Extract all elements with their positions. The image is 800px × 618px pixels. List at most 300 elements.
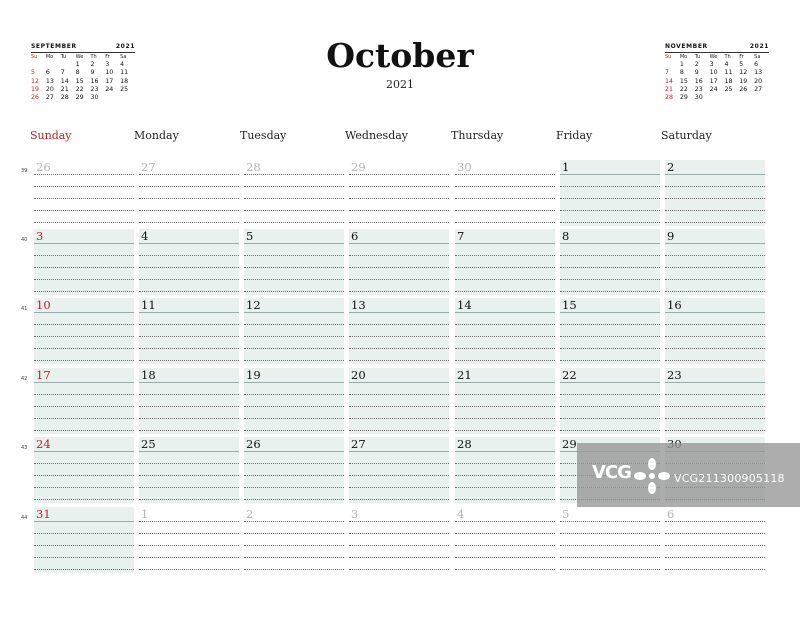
note-line: [244, 487, 344, 488]
note-line: [455, 406, 555, 407]
note-line: [34, 312, 134, 313]
mini-day-name: Tu: [60, 54, 67, 60]
mini-date: 28: [665, 94, 674, 102]
mini-date: 8: [679, 69, 684, 77]
note-line: [139, 198, 239, 199]
mini-date: 7: [60, 69, 65, 77]
mini-date: 12: [739, 69, 748, 77]
mini-day-name: We: [709, 54, 718, 60]
day-cell[interactable]: [34, 160, 134, 226]
note-line: [455, 312, 555, 313]
mini-date: 9: [694, 69, 699, 77]
mini-date: [665, 61, 680, 69]
day-cell[interactable]: [665, 368, 765, 434]
note-line: [139, 186, 239, 187]
mini-week-row: [31, 61, 135, 69]
mini-date: [105, 94, 120, 102]
note-line: [665, 279, 765, 280]
note-line: [455, 267, 555, 268]
mini-day-name: Sa: [754, 54, 761, 60]
note-line: [665, 336, 765, 337]
note-line: [349, 487, 449, 488]
day-cell[interactable]: [560, 298, 660, 364]
note-line: [560, 521, 660, 522]
note-line: [665, 291, 765, 292]
mini-week-row: [31, 69, 135, 77]
note-line: [139, 348, 239, 349]
mini-date: 21: [60, 85, 69, 93]
note-line: [34, 291, 134, 292]
day-number: 23: [667, 368, 682, 382]
day-cell[interactable]: [455, 507, 555, 573]
note-line: [34, 430, 134, 431]
note-line: [244, 186, 344, 187]
mini-date: 29: [75, 94, 84, 102]
year-label: 2021: [386, 78, 414, 91]
note-line: [244, 174, 344, 175]
note-line: [139, 291, 239, 292]
note-line: [34, 243, 134, 244]
mini-date: 3: [709, 61, 714, 69]
mini-year-label: 2021: [749, 43, 769, 50]
day-cell[interactable]: [560, 229, 660, 295]
note-line: [455, 545, 555, 546]
note-line: [349, 348, 449, 349]
day-cell[interactable]: [349, 298, 449, 364]
day-cell[interactable]: [455, 437, 555, 503]
weekday-header-saturday: Saturday: [661, 129, 712, 142]
note-line: [34, 336, 134, 337]
note-line: [34, 521, 134, 522]
note-line: [349, 198, 449, 199]
watermark: [577, 443, 800, 507]
mini-date: 23: [694, 85, 703, 93]
note-line: [139, 406, 239, 407]
day-number: 15: [562, 298, 577, 312]
day-cell[interactable]: [665, 229, 765, 295]
day-cell[interactable]: [34, 298, 134, 364]
day-number: 30: [457, 160, 472, 174]
note-line: [244, 394, 344, 395]
day-cell[interactable]: [34, 368, 134, 434]
note-line: [560, 533, 660, 534]
note-line: [349, 279, 449, 280]
day-cell[interactable]: [560, 160, 660, 226]
note-line: [34, 255, 134, 256]
mini-date: 20: [754, 77, 763, 85]
note-line: [139, 521, 239, 522]
note-line: [349, 430, 449, 431]
mini-date: [31, 61, 46, 69]
mini-date: 16: [90, 77, 99, 85]
mini-week-row: [31, 86, 135, 94]
note-line: [560, 360, 660, 361]
note-line: [244, 475, 344, 476]
mini-date: 13: [754, 69, 763, 77]
note-line: [455, 521, 555, 522]
mini-date: 21: [665, 85, 674, 93]
note-line: [455, 348, 555, 349]
note-line: [665, 382, 765, 383]
note-line: [665, 267, 765, 268]
note-line: [244, 348, 344, 349]
note-line: [349, 499, 449, 500]
mini-date: 8: [75, 69, 80, 77]
note-line: [349, 382, 449, 383]
mini-date: 30: [694, 94, 703, 102]
note-line: [349, 360, 449, 361]
note-line: [244, 545, 344, 546]
mini-date: 1: [679, 61, 684, 69]
note-line: [139, 418, 239, 419]
note-line: [665, 312, 765, 313]
weekday-header-thursday: Thursday: [451, 129, 504, 142]
note-line: [34, 174, 134, 175]
day-cell[interactable]: [455, 160, 555, 226]
note-line: [349, 418, 449, 419]
day-cell[interactable]: [665, 298, 765, 364]
mini-date: 22: [679, 85, 688, 93]
note-line: [139, 312, 239, 313]
mini-day-name: Sa: [120, 54, 127, 60]
mini-date: 17: [105, 77, 114, 85]
note-line: [244, 291, 344, 292]
mini-date: [710, 94, 725, 102]
note-line: [244, 499, 344, 500]
day-number: 18: [141, 368, 156, 382]
note-line: [455, 557, 555, 558]
note-line: [455, 279, 555, 280]
week-number: 39: [21, 168, 28, 174]
day-number: 16: [667, 298, 682, 312]
note-line: [349, 255, 449, 256]
day-cell[interactable]: [349, 160, 449, 226]
day-number: 26: [36, 160, 51, 174]
note-line: [560, 382, 660, 383]
day-number: 27: [141, 160, 156, 174]
note-line: [665, 243, 765, 244]
day-number: 10: [36, 298, 51, 312]
note-line: [560, 418, 660, 419]
mini-date: 15: [679, 77, 688, 85]
day-cell[interactable]: [244, 507, 344, 573]
day-cell[interactable]: [34, 507, 134, 573]
note-line: [349, 324, 449, 325]
note-line: [139, 475, 239, 476]
note-line: [455, 222, 555, 223]
note-line: [455, 360, 555, 361]
note-line: [139, 243, 239, 244]
mini-date: 23: [90, 85, 99, 93]
mini-week-row: [665, 94, 769, 102]
day-number: 20: [351, 368, 366, 382]
note-line: [560, 324, 660, 325]
mini-date: 6: [754, 61, 759, 69]
note-line: [665, 557, 765, 558]
note-line: [560, 186, 660, 187]
note-line: [244, 222, 344, 223]
note-line: [34, 418, 134, 419]
note-line: [349, 210, 449, 211]
mini-date: 10: [105, 69, 114, 77]
note-line: [244, 406, 344, 407]
note-line: [665, 406, 765, 407]
mini-month-label: SEPTEMBER: [31, 43, 77, 50]
note-line: [139, 174, 239, 175]
mini-week-row: [665, 61, 769, 69]
day-number: 7: [457, 229, 465, 243]
day-cell[interactable]: [665, 507, 765, 573]
mini-date: 2: [90, 61, 95, 69]
weekday-header-sunday: Sunday: [30, 129, 72, 142]
mini-date: [754, 94, 769, 102]
note-line: [139, 382, 239, 383]
day-number: 22: [562, 368, 577, 382]
mini-date: 15: [75, 77, 84, 85]
mini-date: 27: [45, 94, 54, 102]
note-line: [560, 545, 660, 546]
note-line: [244, 533, 344, 534]
note-line: [349, 174, 449, 175]
note-line: [34, 394, 134, 395]
note-line: [665, 521, 765, 522]
note-line: [560, 174, 660, 175]
note-line: [349, 394, 449, 395]
mini-calendar-next: [665, 43, 769, 102]
note-line: [455, 487, 555, 488]
note-line: [139, 557, 239, 558]
day-cell[interactable]: [244, 298, 344, 364]
note-line: [560, 210, 660, 211]
mini-date: 14: [665, 77, 674, 85]
day-cell[interactable]: [139, 298, 239, 364]
day-cell[interactable]: [244, 229, 344, 295]
mini-date: 19: [31, 85, 40, 93]
note-line: [665, 533, 765, 534]
day-number: 21: [457, 368, 472, 382]
mini-date: 2: [694, 61, 699, 69]
day-number: 5: [246, 229, 254, 243]
note-line: [244, 382, 344, 383]
day-cell[interactable]: [139, 368, 239, 434]
day-cell[interactable]: [139, 229, 239, 295]
day-cell[interactable]: [244, 437, 344, 503]
weekday-header-wednesday: Wednesday: [345, 129, 409, 142]
week-number: 41: [21, 306, 28, 312]
week-number: 43: [21, 445, 28, 451]
note-line: [560, 569, 660, 570]
note-line: [349, 406, 449, 407]
note-line: [455, 186, 555, 187]
day-number: 13: [351, 298, 366, 312]
note-line: [455, 533, 555, 534]
note-line: [139, 394, 239, 395]
note-line: [34, 210, 134, 211]
day-number: 25: [141, 437, 156, 451]
day-number: 1: [562, 160, 570, 174]
mini-date: 19: [739, 77, 748, 85]
note-line: [665, 360, 765, 361]
note-line: [34, 545, 134, 546]
mini-date: 18: [120, 77, 129, 85]
mini-date: 5: [31, 69, 36, 77]
day-cell[interactable]: [349, 507, 449, 573]
week-number: 44: [21, 515, 28, 521]
note-line: [455, 210, 555, 211]
note-line: [34, 279, 134, 280]
day-number: 2: [667, 160, 675, 174]
note-line: [244, 430, 344, 431]
note-line: [34, 487, 134, 488]
weekday-header-monday: Monday: [134, 129, 179, 142]
mini-week-row: [665, 86, 769, 94]
note-line: [665, 569, 765, 570]
note-line: [349, 336, 449, 337]
note-line: [139, 487, 239, 488]
day-number: 29: [562, 437, 577, 451]
mini-date: 29: [679, 94, 688, 102]
mini-date: 24: [105, 85, 114, 93]
day-cell[interactable]: [139, 507, 239, 573]
note-line: [139, 255, 239, 256]
note-line: [244, 198, 344, 199]
note-line: [34, 451, 134, 452]
mini-day-name: Mo: [679, 54, 688, 60]
note-line: [244, 210, 344, 211]
note-line: [560, 291, 660, 292]
note-line: [349, 267, 449, 268]
mini-date: 4: [120, 61, 125, 69]
note-line: [34, 198, 134, 199]
mini-week-row: [665, 78, 769, 86]
day-number: 24: [36, 437, 51, 451]
mini-day-names: [665, 53, 769, 61]
mini-week-row: [665, 69, 769, 77]
note-line: [244, 243, 344, 244]
note-line: [560, 267, 660, 268]
weekday-header-friday: Friday: [556, 129, 593, 142]
note-line: [665, 545, 765, 546]
day-cell[interactable]: [455, 229, 555, 295]
day-cell[interactable]: [244, 160, 344, 226]
day-number: 28: [457, 437, 472, 451]
mini-date: [120, 94, 135, 102]
day-number: 12: [246, 298, 261, 312]
note-line: [349, 243, 449, 244]
day-number: 11: [141, 298, 156, 312]
mini-date: 7: [665, 69, 670, 77]
mini-date: 4: [724, 61, 729, 69]
note-line: [665, 255, 765, 256]
note-line: [34, 382, 134, 383]
note-line: [455, 475, 555, 476]
note-line: [34, 348, 134, 349]
note-line: [34, 475, 134, 476]
note-line: [244, 418, 344, 419]
note-line: [349, 312, 449, 313]
note-line: [665, 324, 765, 325]
note-line: [455, 418, 555, 419]
day-cell[interactable]: [560, 507, 660, 573]
note-line: [560, 255, 660, 256]
week-number: 40: [21, 237, 28, 243]
note-line: [560, 279, 660, 280]
note-line: [34, 267, 134, 268]
note-line: [560, 430, 660, 431]
note-line: [560, 394, 660, 395]
day-cell[interactable]: [560, 368, 660, 434]
note-line: [34, 557, 134, 558]
note-line: [455, 198, 555, 199]
day-cell[interactable]: [34, 437, 134, 503]
note-line: [665, 186, 765, 187]
mini-date: 17: [709, 77, 718, 85]
note-line: [665, 210, 765, 211]
note-line: [560, 243, 660, 244]
mini-day-names: [31, 53, 135, 61]
week-number: 42: [21, 376, 28, 382]
note-line: [139, 533, 239, 534]
note-line: [349, 545, 449, 546]
note-line: [139, 430, 239, 431]
mini-day-name: Fr: [739, 54, 744, 60]
day-cell[interactable]: [455, 298, 555, 364]
day-cell[interactable]: [34, 229, 134, 295]
mini-day-name: Th: [90, 54, 97, 60]
day-cell[interactable]: [349, 368, 449, 434]
day-number: 1: [141, 507, 149, 521]
day-number: 26: [246, 437, 261, 451]
note-line: [455, 324, 555, 325]
note-line: [139, 336, 239, 337]
watermark-code: VCG211300905118: [674, 472, 785, 485]
mini-date: 20: [45, 85, 54, 93]
note-line: [244, 255, 344, 256]
mini-date: 10: [709, 69, 718, 77]
note-line: [560, 348, 660, 349]
weekday-header-tuesday: Tuesday: [240, 129, 287, 142]
note-line: [244, 521, 344, 522]
note-line: [244, 360, 344, 361]
note-line: [34, 463, 134, 464]
note-line: [244, 451, 344, 452]
day-cell[interactable]: [455, 368, 555, 434]
day-cell[interactable]: [349, 229, 449, 295]
day-cell[interactable]: [244, 368, 344, 434]
day-cell[interactable]: [349, 437, 449, 503]
note-line: [665, 394, 765, 395]
mini-date: 1: [75, 61, 80, 69]
mini-date: 11: [120, 69, 129, 77]
mini-date: 24: [709, 85, 718, 93]
mini-calendar-previous: [31, 43, 135, 102]
note-line: [665, 174, 765, 175]
day-number: 17: [36, 368, 51, 382]
note-line: [244, 267, 344, 268]
day-cell[interactable]: [139, 437, 239, 503]
note-line: [665, 198, 765, 199]
note-line: [34, 360, 134, 361]
note-line: [349, 291, 449, 292]
note-line: [349, 451, 449, 452]
day-cell[interactable]: [665, 160, 765, 226]
day-cell[interactable]: [139, 160, 239, 226]
note-line: [665, 418, 765, 419]
note-line: [349, 533, 449, 534]
mini-month-label: NOVEMBER: [665, 43, 708, 50]
mini-date: 28: [60, 94, 69, 102]
note-line: [455, 499, 555, 500]
